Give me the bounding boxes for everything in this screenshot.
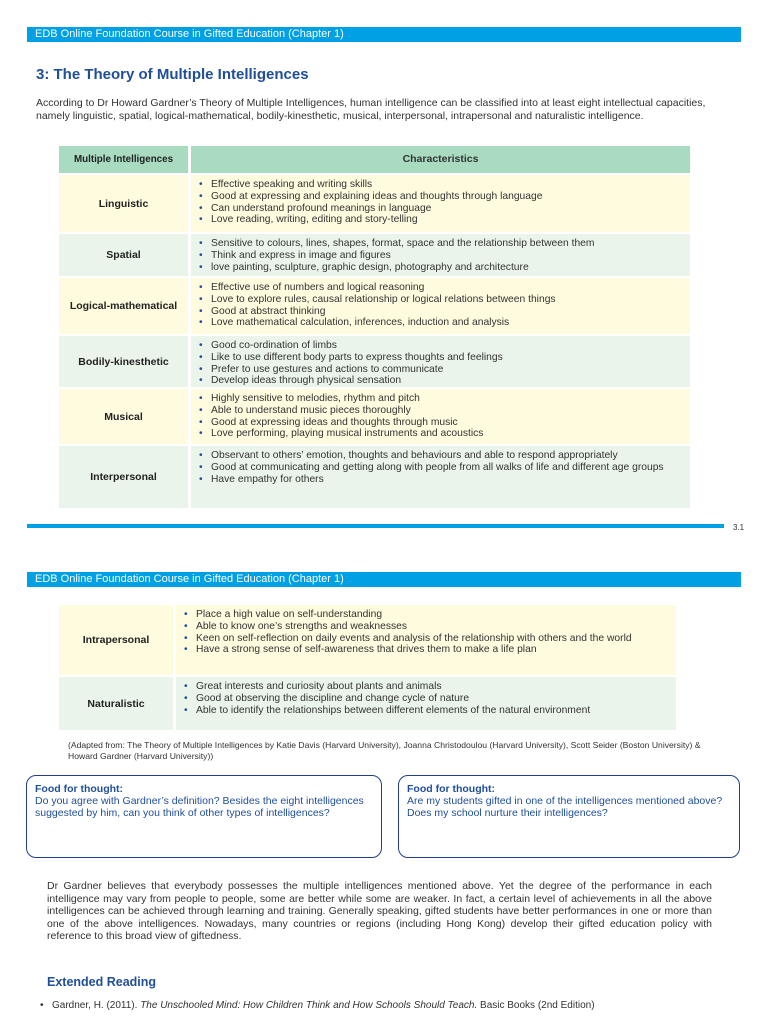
list-item: • Good at expressing and explaining ideas and thoughts through language [197, 191, 684, 203]
source-citation: (Adapted from: The Theory of Multiple Intelligences by Katie Davis (Harvard University), Joanna Christodoulou (Harvard University), Scott Seider (Boston University) & Howard Gardner (Harvard University)) [68, 740, 701, 761]
list-item: • Sensitive to colours, lines, shapes, format, space and the relationship between them [197, 238, 684, 250]
list-item: • Love reading, writing, editing and story-telling [197, 214, 684, 226]
row-characteristics [191, 446, 690, 508]
table-row [59, 336, 690, 387]
list-item: • Have a strong sense of self-awareness that drives them to make a life plan [182, 644, 670, 656]
list-item: • Like to use different body parts to express thoughts and feelings [197, 352, 684, 364]
reference-book-title: The Unschooled Mind: How Children Think and How Schools Should Teach. [140, 1000, 478, 1011]
row-name-interpersonal: Interpersonal [59, 446, 188, 508]
reference-authors: Gardner, H. (2011). [52, 1000, 141, 1011]
row-name-musical: Musical [59, 389, 188, 444]
course-banner: EDB Online Foundation Course in Gifted Education (Chapter 1) [27, 572, 741, 587]
page-number: 3.1 [733, 523, 745, 532]
list-item: • Good at abstract thinking [197, 306, 684, 318]
page-divider-rule [27, 524, 724, 528]
table-row [59, 446, 690, 508]
food-for-thought-box [26, 775, 382, 858]
list-item: • Able to understand music pieces thoroughly [197, 405, 684, 417]
table-row [59, 389, 690, 444]
list-item: • Great interests and curiosity about plants and animals [182, 681, 670, 693]
section-title: 3: The Theory of Multiple Intelligences [36, 66, 309, 83]
list-item: • Prefer to use gestures and actions to communicate [197, 364, 684, 376]
food-for-thought-box [398, 775, 740, 858]
intelligences-table-continued [59, 605, 676, 732]
list-item: • Love mathematical calculation, inferences, induction and analysis [197, 317, 684, 329]
intelligences-table [59, 146, 690, 510]
row-name-naturalistic: Naturalistic [59, 677, 173, 730]
list-item: • Highly sensitive to melodies, rhythm and pitch [197, 393, 684, 405]
list-item: • love painting, sculpture, graphic design, photography and architecture [197, 262, 684, 274]
list-item: • Effective use of numbers and logical reasoning [197, 282, 684, 294]
list-item: • Able to know one’s strengths and weaknesses [182, 621, 670, 633]
list-item: • Good at communicating and getting along with people from all walks of life and different age groups [197, 462, 684, 474]
row-name-bodily-kinesthetic: Bodily-kinesthetic [59, 336, 188, 387]
row-characteristics [191, 336, 690, 387]
row-name-linguistic: Linguistic [59, 175, 188, 232]
table-row [59, 234, 690, 276]
list-item: • Place a high value on self-understanding [182, 609, 670, 621]
list-item: • Effective speaking and writing skills [197, 179, 684, 191]
list-item: • Love to explore rules, causal relationship or logical relations between things [197, 294, 684, 306]
row-characteristics [191, 234, 690, 276]
list-item: • Have empathy for others [197, 474, 684, 486]
row-characteristics [191, 389, 690, 444]
list-item: • Able to identify the relationships between different elements of the natural environment [182, 705, 670, 717]
list-item: • Good at observing the discipline and change cycle of nature [182, 693, 670, 705]
header-characteristics: Characteristics [191, 146, 690, 173]
reference-publisher: Basic Books (2nd Edition) [477, 1000, 595, 1011]
list-item: • Develop ideas through physical sensation [197, 375, 684, 387]
food-for-thought-title: Food for thought: [407, 783, 496, 795]
list-item: • Good at expressing ideas and thoughts through music [197, 417, 684, 429]
list-item: • Good co-ordination of limbs [197, 340, 684, 352]
extended-reading-heading: Extended Reading [47, 975, 157, 989]
list-item: • Observant to others’ emotion, thoughts and behaviours and able to respond appropriately [197, 450, 684, 462]
table-row [59, 175, 690, 232]
row-characteristics [191, 278, 690, 334]
list-item: • Think and express in image and figures [197, 250, 684, 262]
list-item: • Can understand profound meanings in language [197, 203, 684, 215]
course-banner: EDB Online Foundation Course in Gifted Education (Chapter 1) [27, 27, 741, 42]
food-for-thought-text: Do you agree with Gardner’s definition? Besides the eight intelligences suggested by him, can you think of other types of intelligences? [35, 795, 364, 819]
row-name-logical-mathematical: Logical-mathematical [59, 278, 188, 334]
row-name-spatial: Spatial [59, 234, 188, 276]
intro-paragraph: According to Dr Howard Gardner’s Theory of Multiple Intelligences, human intelligence can be classified into at least eight intellectual capacities, namely linguistic, spatial, logical-mathematical, bodily-kinesthetic, musical, interpersonal, intrapersonal and naturalistic intelligence. [36, 97, 706, 122]
row-characteristics [191, 175, 690, 232]
body-paragraph: Dr Gardner believes that everybody possesses the multiple intelligences mentioned above. Yet the degree of the performance in each intelligence may vary from people to people, some are better while some are weaker. In fact, a certain level of achievements in all the above intelligences can be achieved through learning and training. Generally speaking, gifted students have better performances in one or more than one of the above intelligences. Nowadays, many countries or regions (including Hong Kong) develop their gifted education policy with reference to this broad view of giftedness. [47, 880, 712, 942]
table-header-row [59, 146, 690, 173]
food-for-thought-title: Food for thought: [35, 783, 124, 795]
bullet-icon: • [40, 1000, 44, 1011]
row-name-intrapersonal: Intrapersonal [59, 605, 173, 675]
row-characteristics [176, 605, 676, 675]
header-multiple-intelligences: Multiple Intelligences [59, 146, 188, 173]
list-item: • Keen on self-reflection on daily events and analysis of the relationship with others and the world [182, 633, 670, 645]
reference-item [40, 1000, 720, 1011]
table-row [59, 278, 690, 334]
row-characteristics [176, 677, 676, 730]
list-item: • Love performing, playing musical instruments and acoustics [197, 428, 684, 440]
food-for-thought-text: Are my students gifted in one of the intelligences mentioned above? Does my school nurture their intelligences? [407, 795, 723, 819]
reference-text [40, 1000, 720, 1011]
table-row [59, 677, 676, 730]
table-row [59, 605, 676, 675]
